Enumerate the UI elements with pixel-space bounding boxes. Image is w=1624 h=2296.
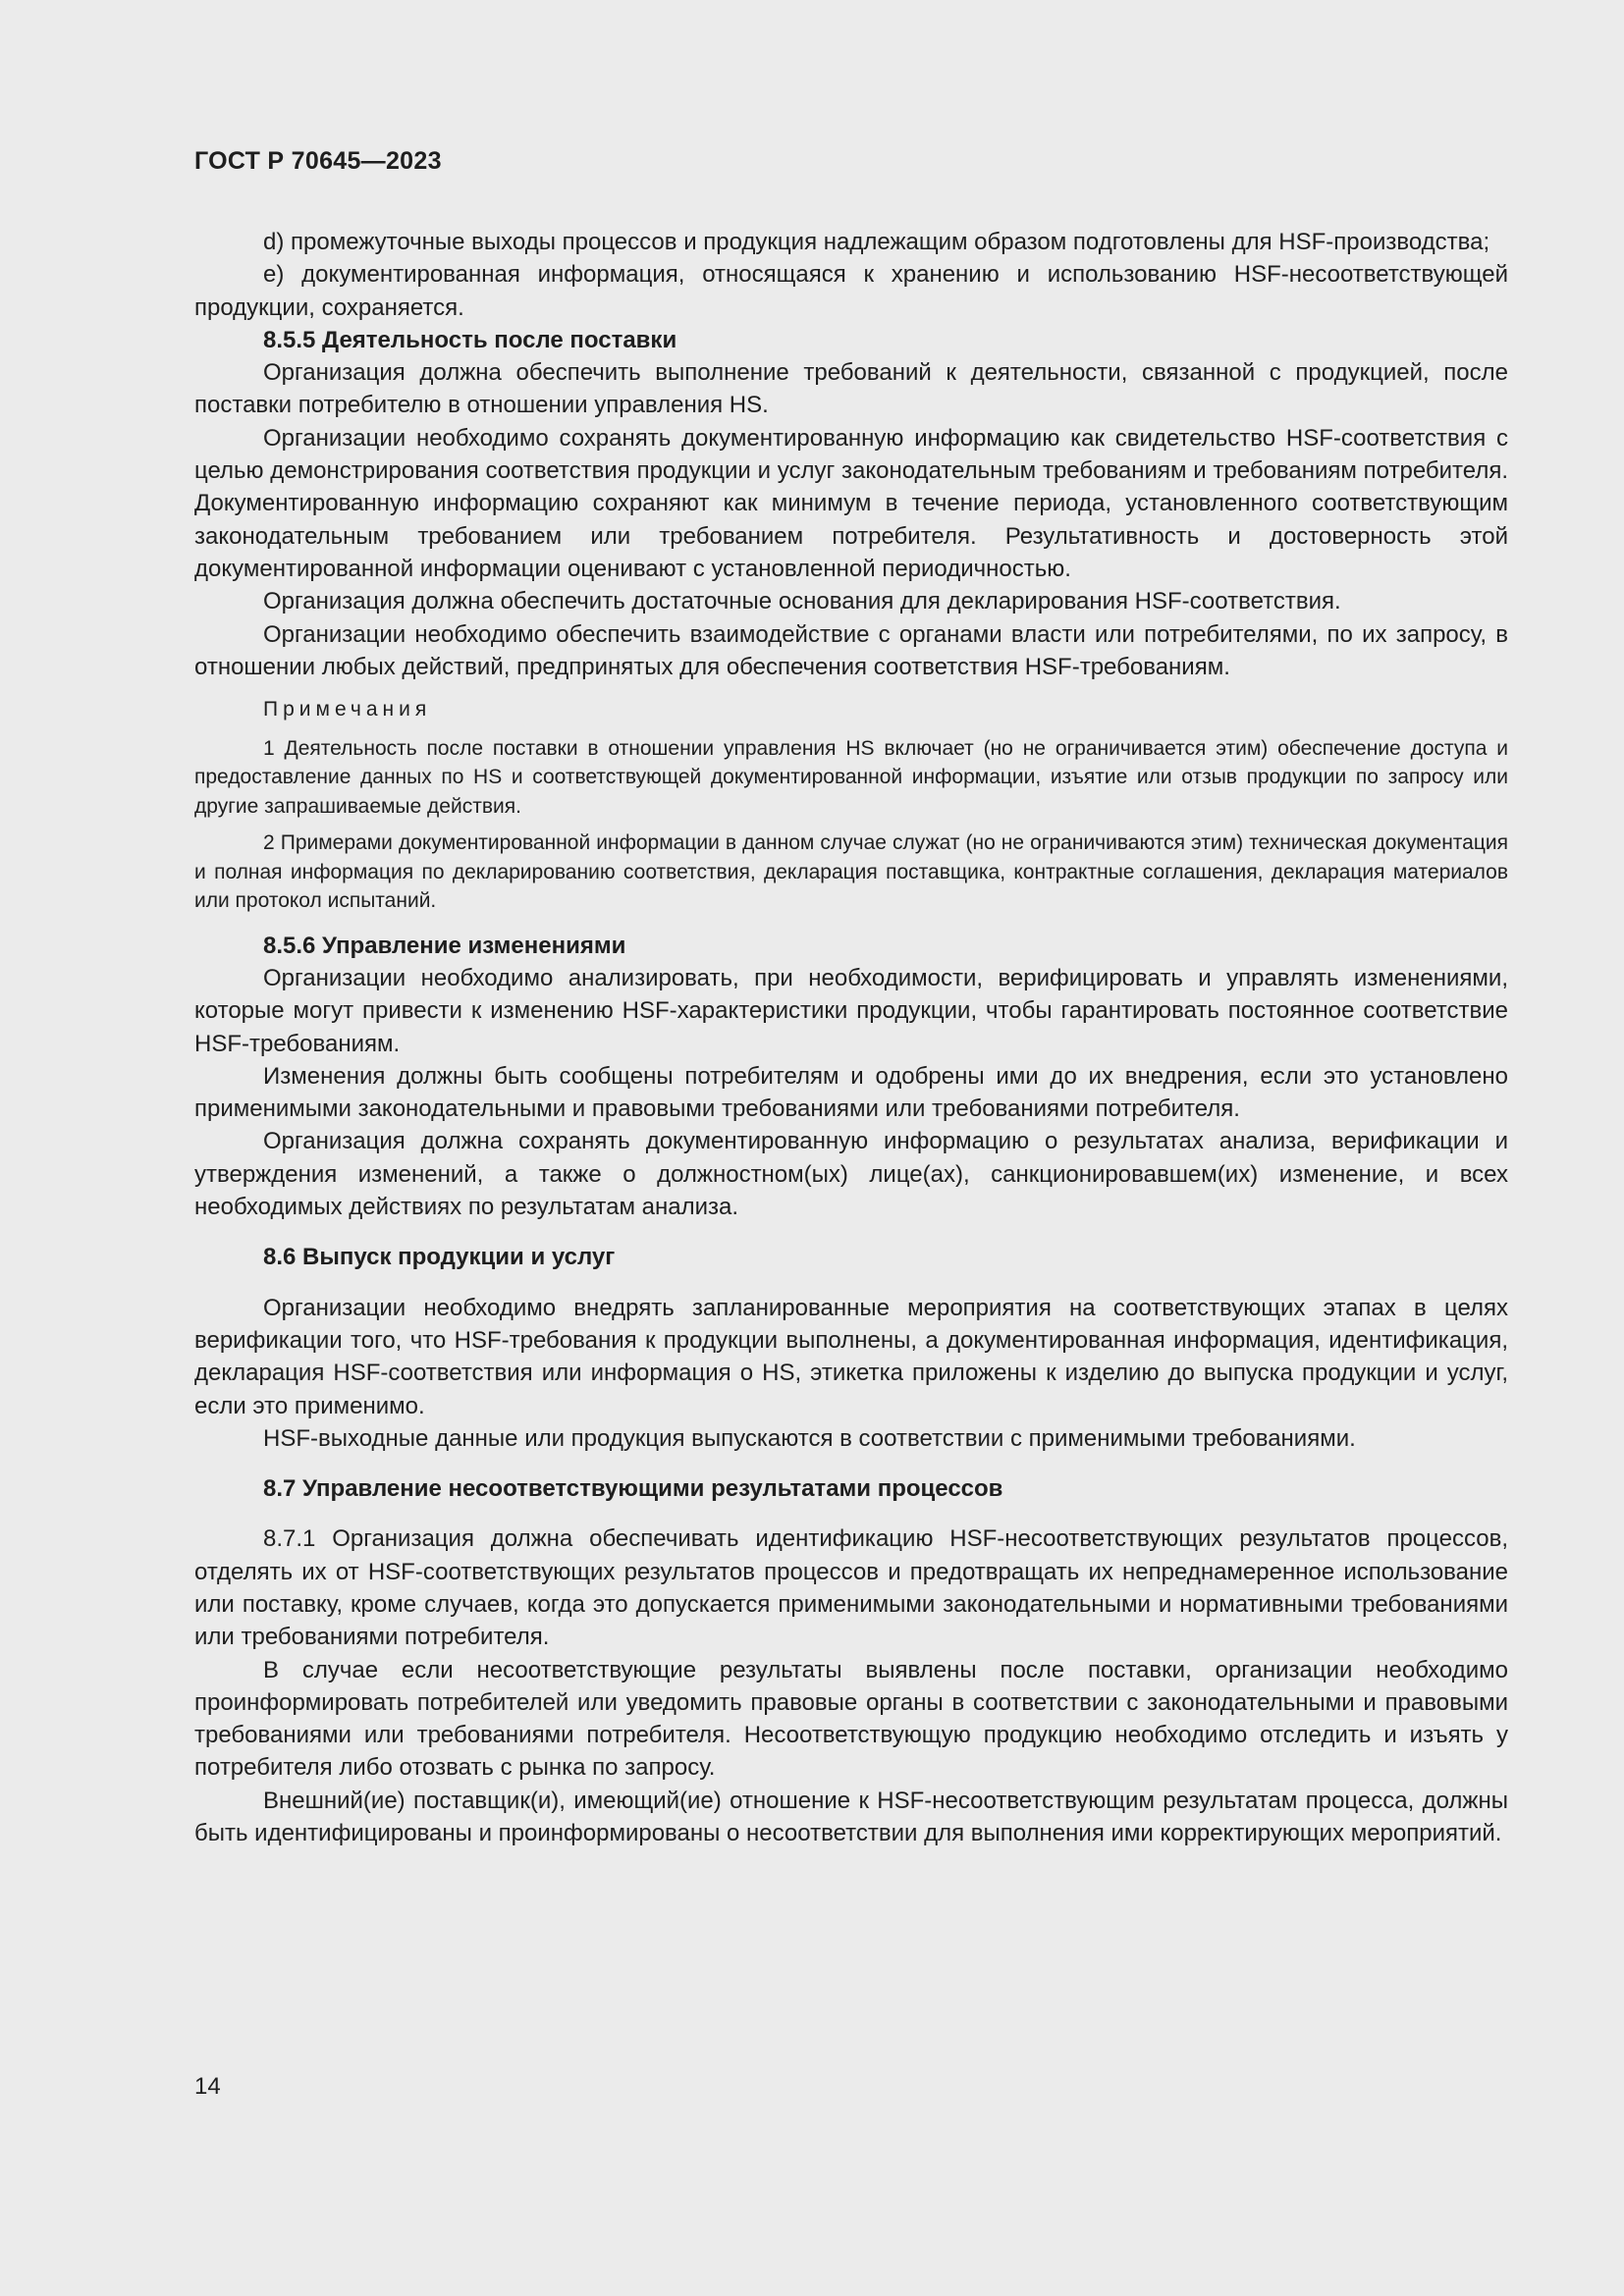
paragraph: Организации необходимо внедрять запланированные мероприятия на соответствующих этапах в целях верификации того, что HSF-требования к продукции выполнены, а документированная информация, идентификация, декларация HSF-соответствия или информация о HS, этикетка приложены к изделию до выпуска продукции и услуг, если это применимо. [194, 1294, 1508, 1419]
paragraph: Изменения должны быть сообщены потребителям и одобрены ими до их внедрения, если это установлено применимыми законодательными и правовыми требованиями или требованиями потребителя. [194, 1062, 1508, 1123]
notes-block [194, 695, 1508, 916]
notes-heading: Примечания [263, 698, 432, 721]
paragraph: Внешний(ие) поставщик(и), имеющий(ие) отношение к HSF-несоответствующим результатам процесса, должны быть идентифицированы и проинформированы о несоответствии для выполнения ими корректирующих мероприятий. [194, 1787, 1508, 1847]
paragraph: Организации необходимо обеспечить взаимодействие с органами власти или потребителями, по их запросу, в отношении любых действий, предпринятых для обеспечения соответствия HSF-требованиям. [194, 620, 1508, 680]
page-number: 14 [194, 2073, 221, 2100]
paragraph-e: e) документированная информация, относящаяся к хранению и использованию HSF-несоответствующей продукции, сохраняется. [194, 261, 1508, 321]
section-heading-8-5-5: 8.5.5 Деятельность после поставки [263, 326, 677, 353]
section-heading-8-7: 8.7 Управление несоответствующими результатами процессов [263, 1475, 1003, 1503]
paragraph: Организация должна обеспечить достаточные основания для декларирования HSF-соответствия. [263, 588, 1341, 615]
paragraph: 8.7.1 Организация должна обеспечивать идентификацию HSF-несоответствующих результатов процессов, отделять их от HSF-соответствующих результатов процессов и предотвращать их непреднамеренное использование или поставку, кроме случаев, когда это допускается применимыми законодательными и нормативными требованиями или требованиями потребителя. [194, 1525, 1508, 1651]
section-heading-8-6: 8.6 Выпуск продукции и услуг [263, 1244, 616, 1271]
paragraph: Организации необходимо сохранять документированную информацию как свидетельство HSF-соответствия с целью демонстрирования соответствия продукции и услуг законодательным требованиям и требованиям потребителя. Документированную информацию сохраняют как минимум в течение периода, установленного соответствующим законодательным требованием или требованием потребителя. Результативность и достоверность этой документированной информации оценивают с установленной периодичностью. [194, 424, 1508, 582]
paragraph-d: d) промежуточные выходы процессов и продукция надлежащим образом подготовлены для HSF-производства; [263, 229, 1490, 255]
paragraph: Организация должна обеспечить выполнение требований к деятельности, связанной с продукцией, после поставки потребителю в отношении управления HS. [194, 359, 1508, 419]
paragraph: В случае если несоответствующие результаты выявлены после поставки, организации необходимо проинформировать потребителей или уведомить правовые органы в соответствии с законодательными и правовыми требованиями или требованиями потребителя. Несоответствующую продукцию необходимо отследить и изъять у потребителя либо отозвать с рынка по запросу. [194, 1656, 1508, 1782]
document-header: ГОСТ Р 70645—2023 [194, 147, 442, 175]
section-heading-8-5-6: 8.5.6 Управление изменениями [263, 932, 626, 959]
paragraph: HSF-выходные данные или продукция выпускаются в соответствии с применимыми требованиями. [263, 1424, 1356, 1452]
paragraph: Организации необходимо анализировать, при необходимости, верифицировать и управлять изменениями, которые могут привести к изменению HSF-характеристики продукции, чтобы гарантировать постоянное соответствие HSF-требованиям. [194, 964, 1508, 1057]
document-body [194, 226, 1508, 1849]
note-item: 1 Деятельность после поставки в отношении управления HS включает (но не ограничивается этим) обеспечение доступа и предоставление данных по HS и соответствующей документированной информации, изъятие или отзыв продукции по запросу или другие запрашиваемые действия. [194, 736, 1508, 818]
paragraph: Организация должна сохранять документированную информацию о результатах анализа, верификации и утверждения изменений, а также о должностном(ых) лице(ах), санкционировавшем(их) изменение, и всех необходимых действиях по результатам анализа. [194, 1128, 1508, 1221]
note-item: 2 Примерами документированной информации в данном случае служат (но не ограничиваются этим) техническая документация и полная информация по декларированию соответствия, декларация поставщика, контрактные соглашения, декларация материалов или протокол испытаний. [194, 831, 1508, 913]
